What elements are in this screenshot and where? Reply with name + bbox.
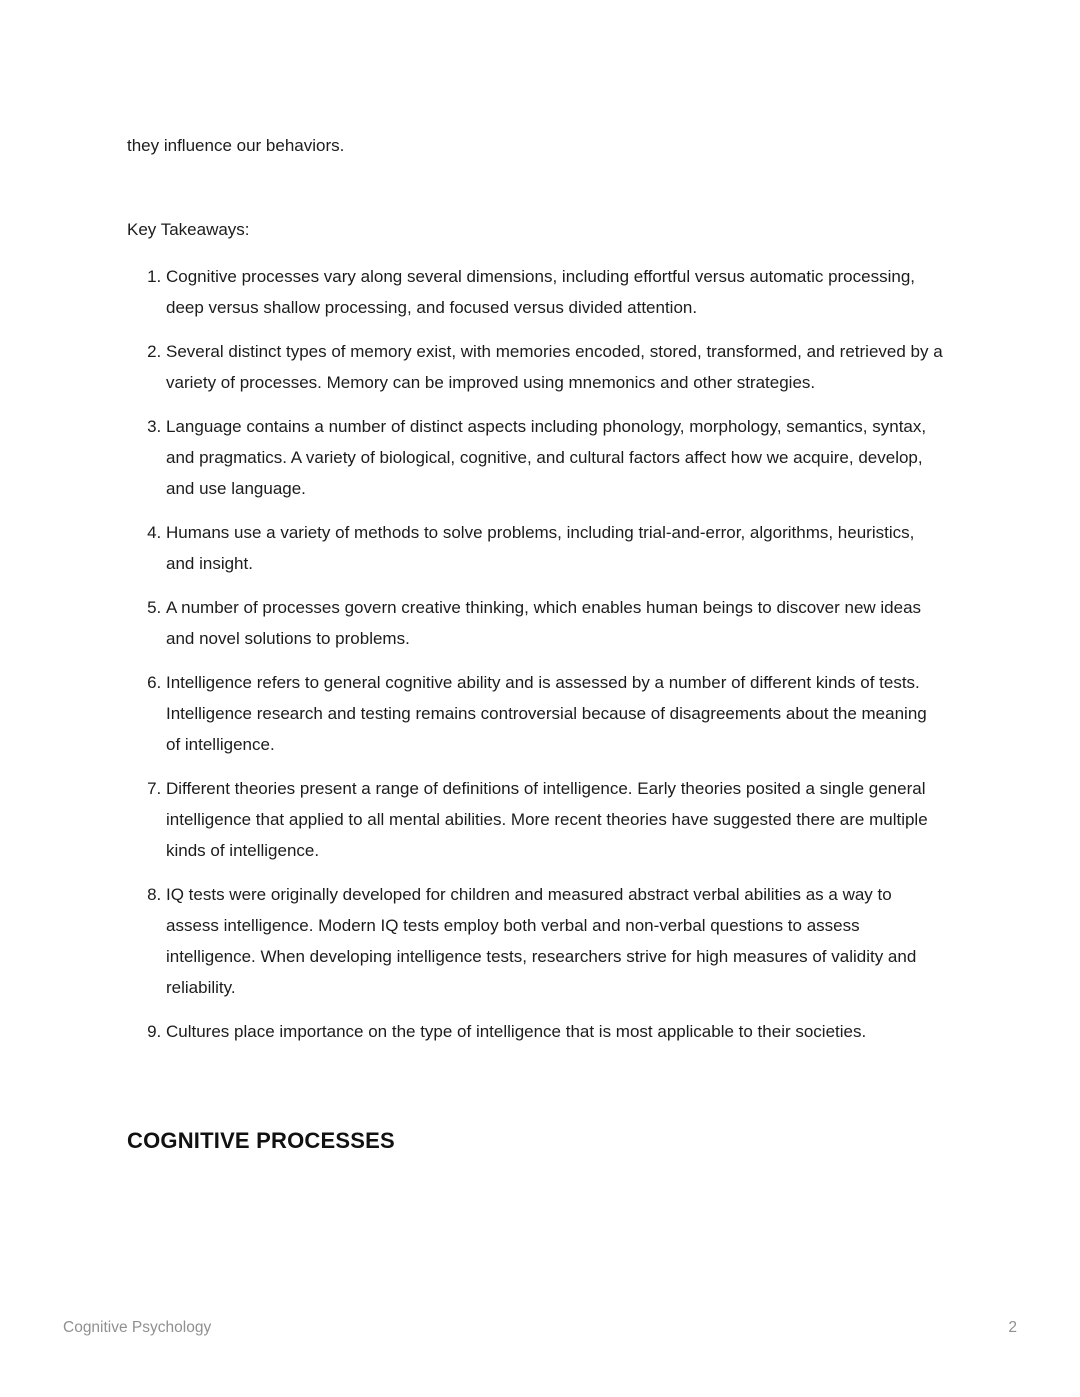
takeaway-item-6: 6. Intelligence refers to general cognitive ability and is assessed by a number of different kinds of tests. Intelligence research and testing remains controversial because of disagreements about the meaning of intelligence. <box>166 667 945 760</box>
takeaway-item-8: 8. IQ tests were originally developed for children and measured abstract verbal abilities as a way to assess intelligence. Modern IQ tests employ both verbal and non-verbal questions to assess intelligence. When developing intelligence tests, researchers strive for high measures of validity and reliability. <box>166 879 945 1003</box>
footer-document-title: Cognitive Psychology <box>63 1319 212 1336</box>
footer-page-number: 2 <box>1008 1319 1017 1336</box>
takeaway-item-3: 3. Language contains a number of distinct aspects including phonology, morphology, semantics, syntax, and pragmatics. A variety of biological, cognitive, and cultural factors affect how we acquire, develop, and use language. <box>166 411 945 504</box>
takeaway-item-9: 9. Cultures place importance on the type of intelligence that is most applicable to their societies. <box>166 1016 945 1047</box>
intro-paragraph: they influence our behaviors. <box>127 136 345 155</box>
key-takeaways-label: Key Takeaways: <box>127 220 250 239</box>
section-heading: COGNITIVE PROCESSES <box>127 1128 395 1153</box>
takeaway-item-1: 1. Cognitive processes vary along several dimensions, including effortful versus automatic processing, deep versus shallow processing, and focused versus divided attention. <box>166 261 945 323</box>
takeaway-item-7: 7. Different theories present a range of definitions of intelligence. Early theories posited a single general intelligence that applied to all mental abilities. More recent theories have suggested there are multiple kinds of intelligence. <box>166 773 945 866</box>
takeaway-item-4: 4. Humans use a variety of methods to solve problems, including trial-and-error, algorithms, heuristics, and insight. <box>166 517 945 579</box>
footer <box>63 1318 1017 1338</box>
takeaways-list <box>127 261 945 1047</box>
takeaway-item-5: 5. A number of processes govern creative thinking, which enables human beings to discover new ideas and novel solutions to problems. <box>166 592 945 654</box>
takeaway-item-2: 2. Several distinct types of memory exist, with memories encoded, stored, transformed, and retrieved by a variety of processes. Memory can be improved using mnemonics and other strategies. <box>166 336 945 398</box>
